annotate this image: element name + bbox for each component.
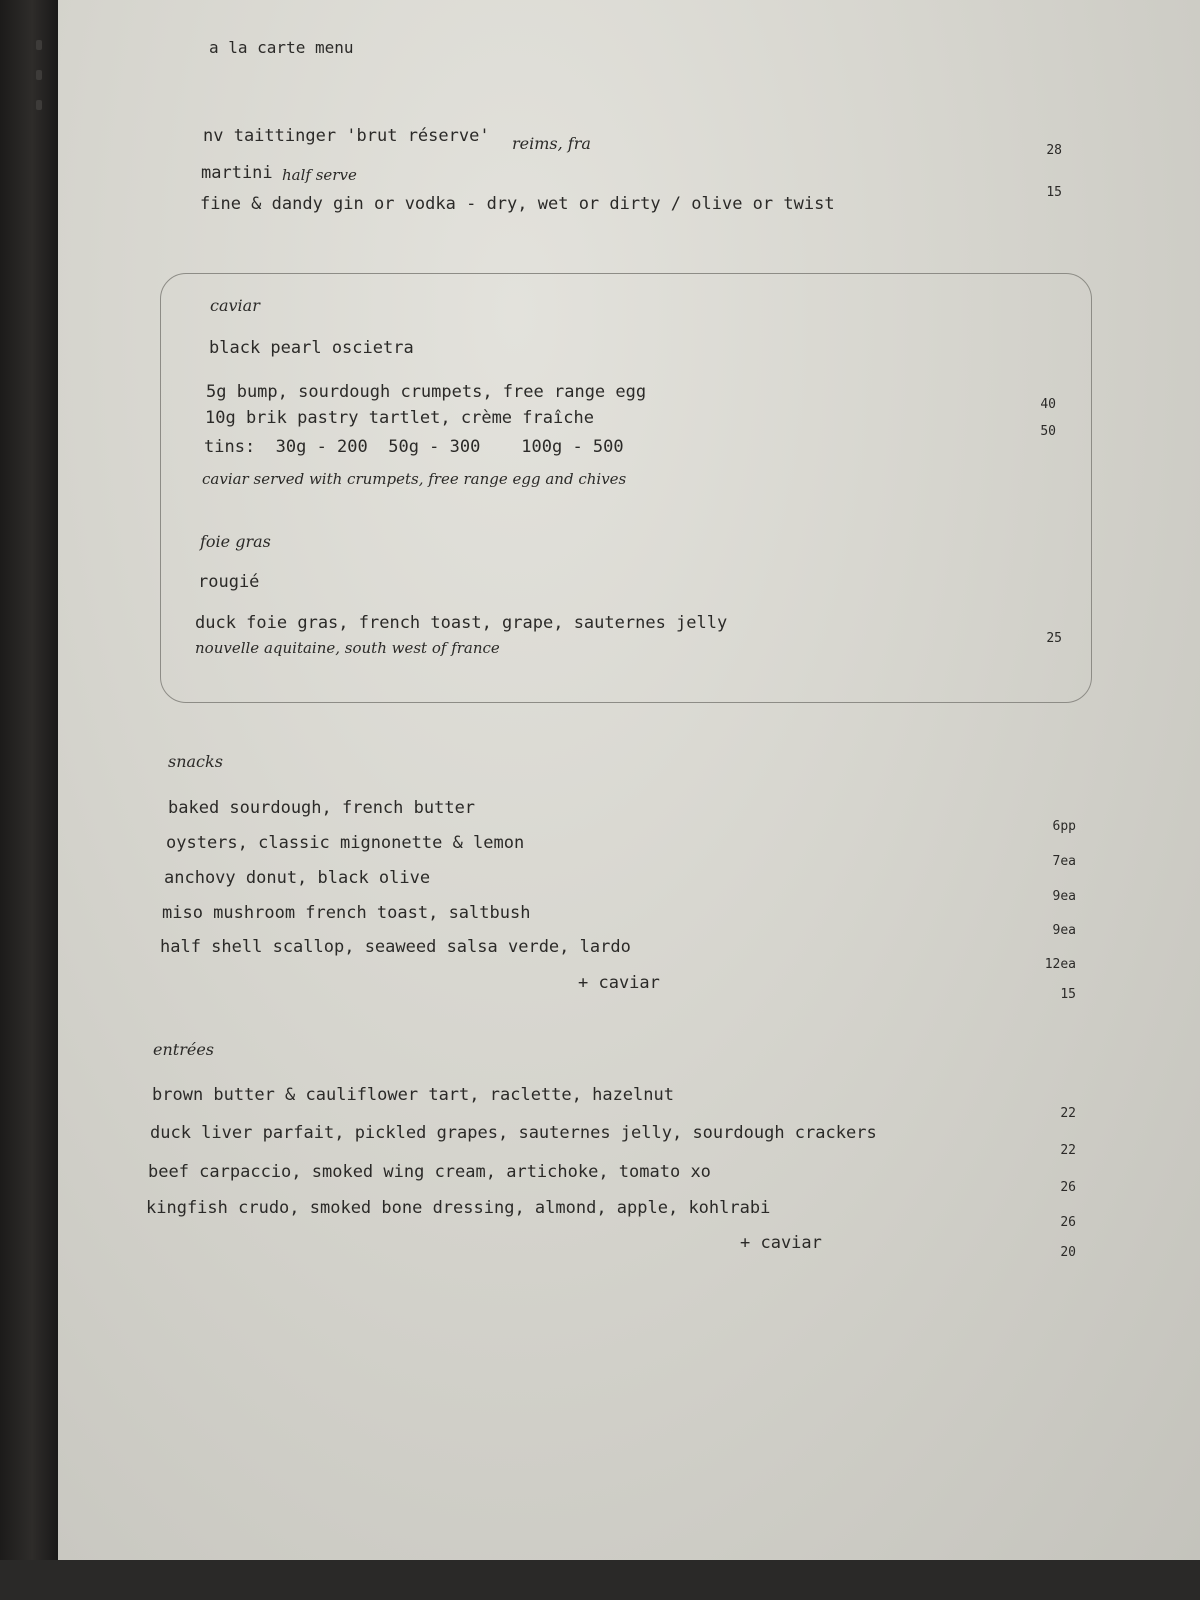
drink-name: nv taittinger 'brut réserve' (203, 126, 490, 146)
entree-item: duck liver parfait, pickled grapes, sauternes jelly, sourdough crackers (150, 1123, 877, 1143)
snack-price: 9ea (1052, 889, 1076, 904)
entree-item: kingfish crudo, smoked bone dressing, almond, apple, kohlrabi (146, 1198, 771, 1218)
snack-addon-price: 15 (1060, 987, 1076, 1002)
foie-gras-item: duck foie gras, french toast, grape, sauternes jelly (195, 613, 728, 633)
snack-price: 6pp (1052, 819, 1076, 834)
entree-addon-price: 20 (1060, 1245, 1076, 1260)
section-heading-caviar: caviar (210, 296, 260, 315)
caviar-item: 10g brik pastry tartlet, crème fraîche (205, 408, 594, 428)
drink-detail: fine & dandy gin or vodka - dry, wet or dirty / olive or twist (200, 194, 835, 214)
section-heading-foie-gras: foie gras (200, 532, 271, 551)
snack-item: miso mushroom french toast, saltbush (162, 903, 531, 923)
binder-stitch (36, 70, 42, 80)
snack-addon: + caviar (578, 973, 660, 993)
binder-stitch (36, 40, 42, 50)
snack-item: anchovy donut, black olive (164, 868, 431, 888)
entree-price: 26 (1060, 1215, 1076, 1230)
caviar-subheading: black pearl oscietra (209, 338, 414, 358)
foie-gras-subheading: rougié (198, 572, 260, 592)
entree-item: beef carpaccio, smoked wing cream, artichoke, tomato xo (148, 1162, 711, 1182)
caviar-tins: tins: 30g - 200 50g - 300 100g - 500 (204, 437, 624, 457)
drink-origin: reims, fra (512, 134, 591, 153)
snack-price: 9ea (1052, 923, 1076, 938)
table-surface (0, 1560, 1200, 1600)
snack-price: 7ea (1052, 854, 1076, 869)
binder-stitch (36, 100, 42, 110)
drink-price: 28 (1046, 143, 1062, 158)
entree-price: 22 (1060, 1106, 1076, 1121)
caviar-note: caviar served with crumpets, free range egg and chives (202, 470, 627, 488)
section-heading-entrees: entrées (153, 1040, 214, 1059)
foie-gras-note: nouvelle aquitaine, south west of france (195, 639, 500, 657)
foie-gras-price: 25 (1046, 631, 1062, 646)
entree-price: 22 (1060, 1143, 1076, 1158)
caviar-price: 40 (1040, 397, 1056, 412)
snack-item: baked sourdough, french butter (168, 798, 476, 818)
caviar-price: 50 (1040, 424, 1056, 439)
menu-page (58, 0, 1200, 1560)
menu-binder-edge (0, 0, 58, 1600)
drink-name: martini (201, 163, 273, 183)
section-heading-snacks: snacks (168, 752, 223, 771)
snack-item: oysters, classic mignonette & lemon (166, 833, 525, 853)
entree-price: 26 (1060, 1180, 1076, 1195)
snack-price: 12ea (1044, 957, 1076, 972)
drink-serve-note: half serve (282, 166, 357, 184)
snack-item: half shell scallop, seaweed salsa verde, lardo (160, 937, 631, 957)
entree-addon: + caviar (740, 1233, 822, 1253)
entree-item: brown butter & cauliflower tart, raclette, hazelnut (152, 1085, 674, 1105)
drink-price: 15 (1046, 185, 1062, 200)
menu-title: a la carte menu (209, 38, 354, 57)
caviar-item: 5g bump, sourdough crumpets, free range egg (206, 382, 647, 402)
